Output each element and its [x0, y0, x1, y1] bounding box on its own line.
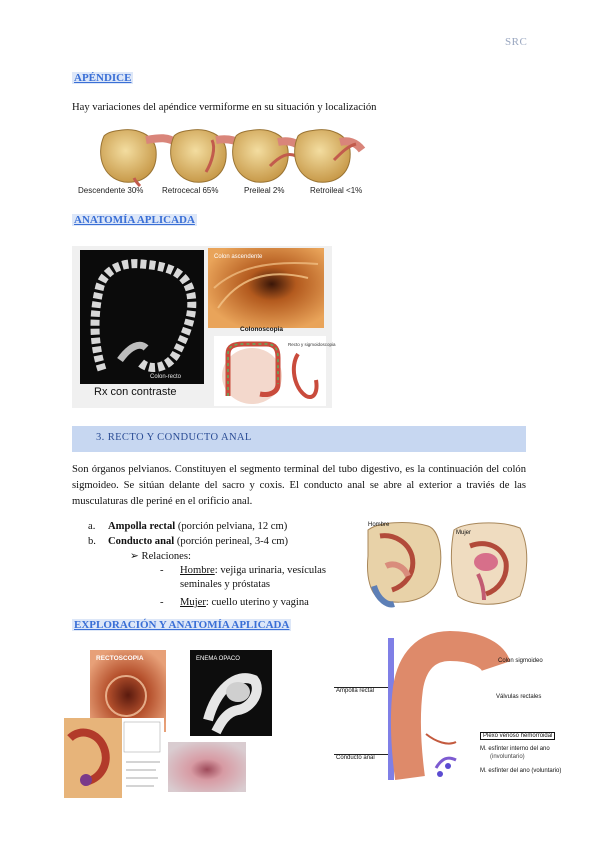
section-title-exploration: EXPLORACIÓN Y ANATOMÍA APLICADA — [74, 619, 290, 631]
appendix-label-4: Retroileal <1% — [310, 186, 363, 195]
label-esfinter-externo: M. esfínter del ano (voluntario) — [480, 768, 562, 774]
rectum-anatomy-diagram — [334, 638, 570, 780]
appendix-positions-figure — [96, 126, 366, 186]
hemorrhoid-illustration — [64, 718, 164, 798]
colon-diagram-label: Recto y sigmoidoscopia — [288, 342, 336, 347]
appendix-label-3: Preileal 2% — [244, 186, 285, 195]
label-ampolla-rectal: Ampolla rectal — [336, 688, 375, 694]
pelvis-sagittal-figure — [364, 516, 528, 608]
opaque-enema-image — [190, 650, 272, 736]
label-valvulas-rectales: Válvulas rectales — [496, 694, 542, 700]
item-bold: Conducto anal — [108, 536, 175, 547]
rectoscopy-label: RECTOSCOPIA — [96, 655, 144, 662]
label-conducto-anal: Conducto anal — [336, 755, 375, 761]
rectum-parts-list — [88, 519, 288, 549]
pelvis-woman — [451, 523, 526, 604]
list-item: b. Conducto anal (porción perineal, 3-4 cm) — [88, 536, 289, 547]
xray-inner-label: Colon-recto — [150, 374, 182, 380]
label-esfinter-interno: M. esfínter interno del ano — [480, 746, 550, 752]
item-bold: Ampolla rectal — [108, 521, 176, 532]
pelvis-man — [368, 522, 441, 604]
cecum-descendente — [101, 130, 178, 186]
section-3-heading: 3. RECTO Y CONDUCTO ANAL — [96, 432, 252, 443]
list-item: a. Ampolla rectal (porción pelviana, 12 cm) — [88, 521, 288, 532]
cecum-retroileal — [295, 130, 362, 183]
xray-image — [80, 250, 204, 384]
pelvis-woman-label: Mujer — [456, 530, 472, 536]
colonoscopy-image — [208, 248, 324, 328]
cecum-preileal — [233, 130, 302, 183]
enema-label: ENEMA OPACO — [196, 656, 240, 662]
label-plexo-venoso: Plexo venoso hemorroidal — [480, 732, 555, 740]
pelvis-man-label: Hombre — [368, 522, 390, 528]
label-colon-sigmoideo: Colon sigmoideo — [498, 658, 543, 664]
section-title-applied-anatomy: ANATOMÍA APLICADA — [74, 214, 195, 226]
arrow-bullet-icon: ➢ — [130, 551, 142, 562]
section-title-appendix: APÉNDICE — [74, 72, 132, 84]
colonoscopy-caption: Colonoscopia — [240, 326, 283, 333]
xray-caption: Rx con contraste — [94, 386, 177, 398]
anal-exam-photo — [168, 742, 246, 792]
rectum-paragraph: Son órganos pelvianos. Constituyen el segmento terminal del tubo digestivo, es la continuación del colón sigmoideo. Se sitúan delante del sacro y coxis. El conducto anal se abre al exterior a traviés de las musculaturas dle periné en el orificio anal. — [72, 464, 526, 507]
label-esfinter-interno-sub: (involuntario) — [490, 754, 525, 760]
relations-title: ➢ Relaciones: — [130, 551, 191, 562]
appendix-label-1: Descendente 30% — [78, 186, 144, 195]
appendix-label-2: Retrocecal 65% — [162, 186, 219, 195]
relation-man: - Hombre: vejiga urinaria, vesículas seminales y próstatas — [160, 565, 326, 590]
applied-anatomy-figure — [72, 246, 336, 408]
colonoscopy-inner-label: Colon ascendente — [214, 254, 263, 260]
document-initials: SRC — [505, 36, 528, 48]
colon-diagram-image — [214, 336, 336, 406]
appendix-text: Hay variaciones del apéndice vermiforme en su situación y localización — [72, 102, 377, 113]
relation-woman: - Mujer: cuello uterino y vagina — [160, 597, 309, 608]
